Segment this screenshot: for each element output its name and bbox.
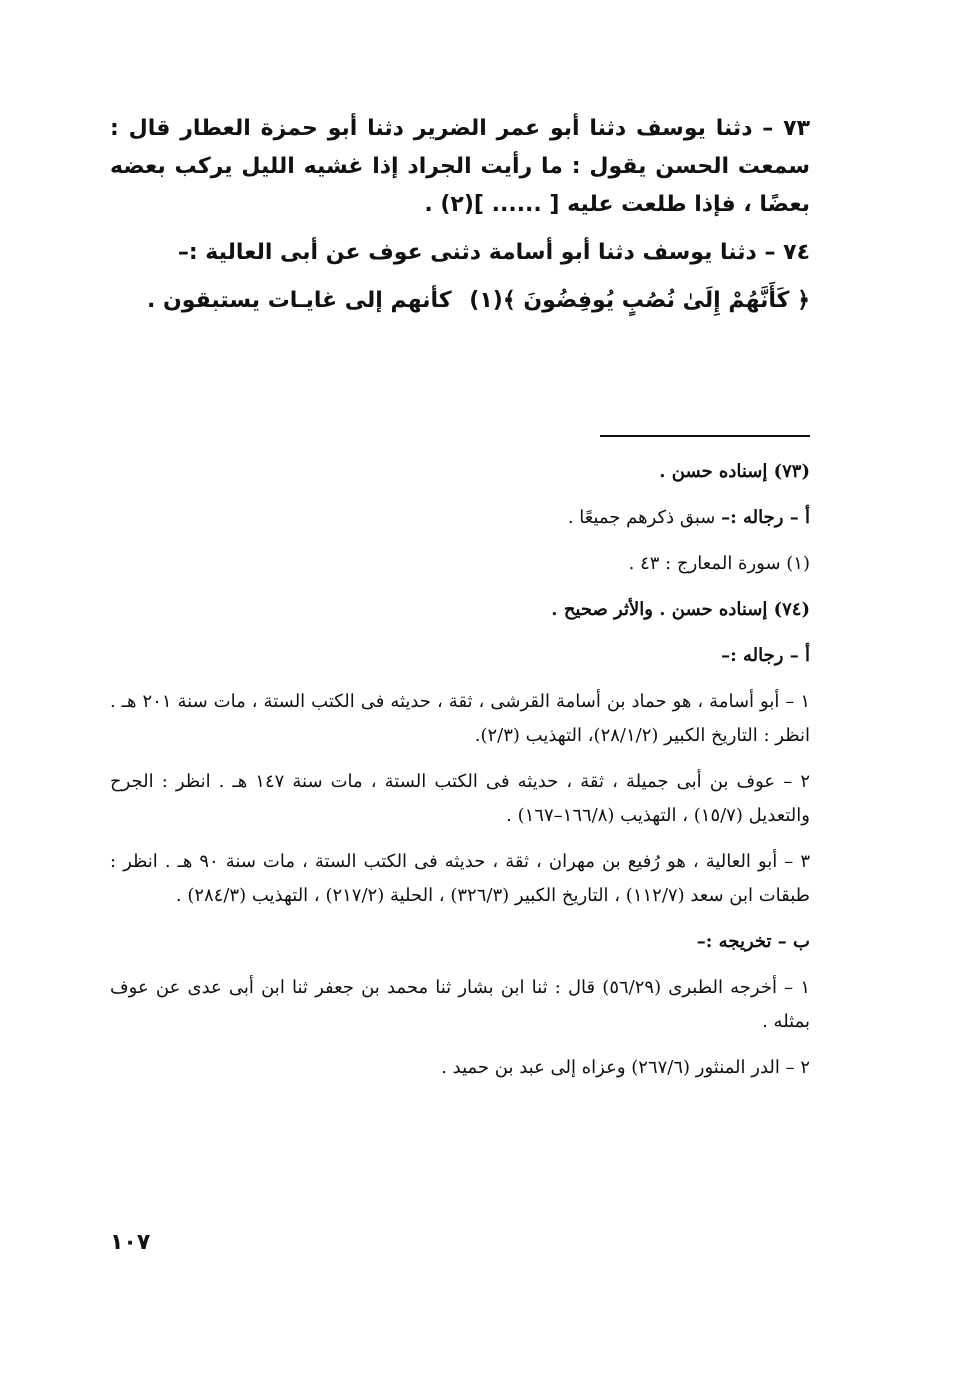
takhrij-1: ١ – أخرجه الطبرى (٥٦/٢٩) قال : ثنا ابن بشار ثنا محمد بن جعفر ثنا ابن أبى عدى عن عوف بمثله .	[110, 977, 811, 1032]
narrator-1: ١ – أبو أسامة ، هو حماد بن أسامة القرشى ، ثقة ، حديثه فى الكتب الستة ، مات سنة ٢٠١ هـ . انظر : التاريخ الكبير (٢٨/١/٢)، التهذيب (٢/٣).	[110, 691, 811, 746]
footnote-divider	[600, 435, 810, 437]
athar-73: ٧٣ – دثنا يوسف دثنا أبو عمر الضرير دثنا أبو حمزة العطار قال : سمعت الحسن يقول : ما رأيت الجراد إذا غشيه الليل يركب بعضه بعضًا ، فإذا طلعت عليه [ ...... ](٢) .	[110, 116, 810, 217]
quran-verse: ﴿ كَأَنَّهُمْ إِلَىٰ نُصُبٍ يُوفِضُونَ ﴾(١)	[469, 288, 810, 313]
book-page	[110, 110, 810, 1310]
page-number: ١٠٧	[110, 1230, 151, 1255]
narrator-3: ٣ – أبو العالية ، هو رُفيع بن مهران ، ثقة ، حديثه فى الكتب الستة ، مات سنة ٩٠ هـ . انظر : طبقات ابن سعد (١١٢/٧) ، التاريخ الكبير (٣٢٦/٣) ، الحلية (٢١٧/٢) ، التهذيب (٢٨٤/٣) .	[110, 851, 810, 906]
main-text	[110, 110, 810, 320]
rijal-label: أ – رجاله :–	[721, 507, 810, 528]
note-73-title: (٧٣) إسناده حسن .	[659, 461, 810, 482]
athar-74-intro: ٧٤ – دثنا يوسف دثنا أبو أسامة دثنى عوف عن أبى العالية :–	[177, 240, 810, 265]
narrator-2: ٢ – عوف بن أبى جميلة ، ثقة ، حديثه فى الكتب الستة ، مات سنة ١٤٧ هـ . انظر : الجرح والتعديل (١٥/٧) ، التهذيب (١٦٦/٨–١٦٧) .	[110, 771, 810, 826]
footnote-1: (١) سورة المعارج : ٤٣ .	[628, 553, 810, 574]
takhrij-label: ب – تخريجه :–	[696, 931, 810, 952]
rijal-text: سبق ذكرهم جميعًا .	[567, 507, 716, 528]
takhrij-2: ٢ – الدر المنثور (٢٦٧/٦) وعزاه إلى عبد بن حميد .	[441, 1057, 810, 1078]
athar-74-tail: كأنهم إلى غايـات يستبقون .	[147, 288, 452, 313]
note-74-title: (٧٤) إسناده حسن . والأثر صحيح .	[551, 599, 810, 620]
athar-74-body	[110, 282, 810, 320]
note-74-rijal-label: أ – رجاله :–	[721, 645, 810, 666]
note-73-rijal	[110, 501, 810, 535]
footnotes	[110, 455, 810, 1097]
